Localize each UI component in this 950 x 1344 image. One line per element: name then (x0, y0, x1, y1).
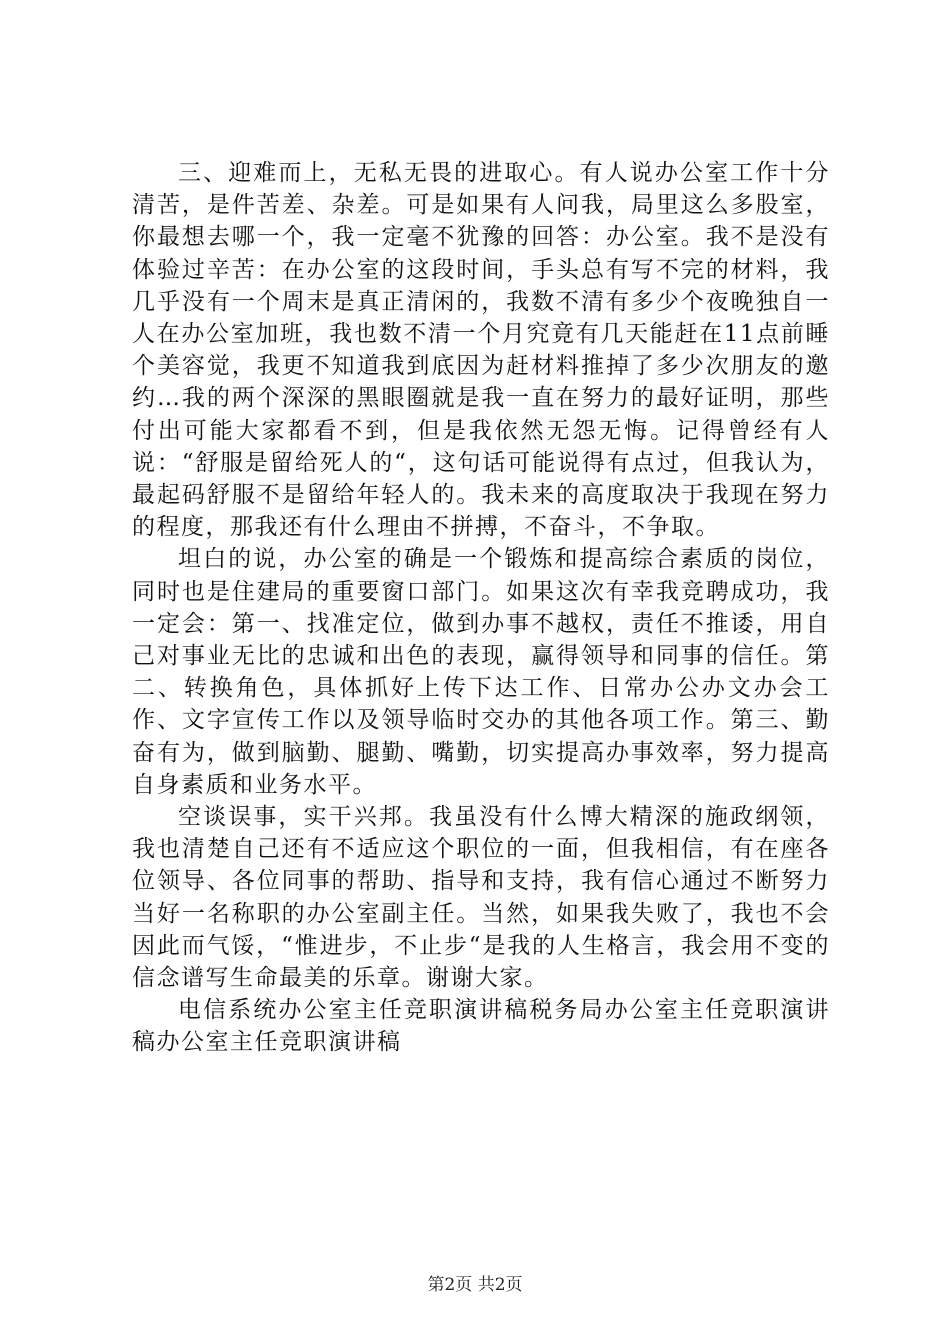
paragraph-closing-remarks: 空谈误事，实干兴邦。我虽没有什么博大精深的施政纲领，我也清楚自己还有不适应这个职位的一面，但我相信，有在座各位领导、各位同事的帮助、指导和支持，我有信心通过不断努力当好一名称职的办公室副主任。当然，如果我失败了，我也不会因此而气馁，“惟进步，不止步“是我的人生格言，我会用不变的信念谱写生命最美的乐章。谢谢大家。 (132, 804, 830, 992)
document-body (132, 157, 830, 1059)
paragraph-related-titles: 电信系统办公室主任竞职演讲稿税务局办公室主任竞职演讲稿办公室主任竞职演讲稿 (132, 997, 830, 1056)
paragraph-office-role: 坦白的说，办公室的确是一个锻炼和提高综合素质的岗位，同时也是住建局的重要窗口部门。如果这次有幸我竞聘成功，我一定会：第一、找准定位，做到办事不越权，责任不推诿，用自己对事业无比的忠诚和出色的表现，赢得领导和同事的信任。第二、转换角色，具体抓好上传下达工作、日常办公办文办会工作、文字宣传工作以及领导临时交办的其他各项工作。第三、勤奋有为，做到脑勤、腿勤、嘴勤，切实提高办事效率，努力提高自身素质和业务水平。 (132, 546, 830, 798)
page-number-footer: 第2页 共2页 (427, 1275, 523, 1295)
paragraph-enterprising-spirit: 三、迎难而上，无私无畏的进取心。有人说办公室工作十分清苦，是件苦差、杂差。可是如果有人问我，局里这么多股室，你最想去哪一个，我一定毫不犹豫的回答：办公室。我不是没有体验过辛苦：在办公室的这段时间，手头总有写不完的材料，我几乎没有一个周末是真正清闲的，我数不清有多少个夜晚独自一人在办公室加班，我也数不清一个月究竟有几天能赶在11点前睡个美容觉，我更不知道我到底因为赶材料推掉了多少次朋友的邀约…我的两个深深的黑眼圈就是我一直在努力的最好证明，那些付出可能大家都看不到，但是我依然无怨无悔。记得曾经有人说：“舒服是留给死人的“，这句话可能说得有点过，但我认为，最起码舒服不是留给年轻人的。我未来的高度取决于我现在努力的程度，那我还有什么理由不拼搏，不奋斗，不争取。 (132, 160, 830, 541)
